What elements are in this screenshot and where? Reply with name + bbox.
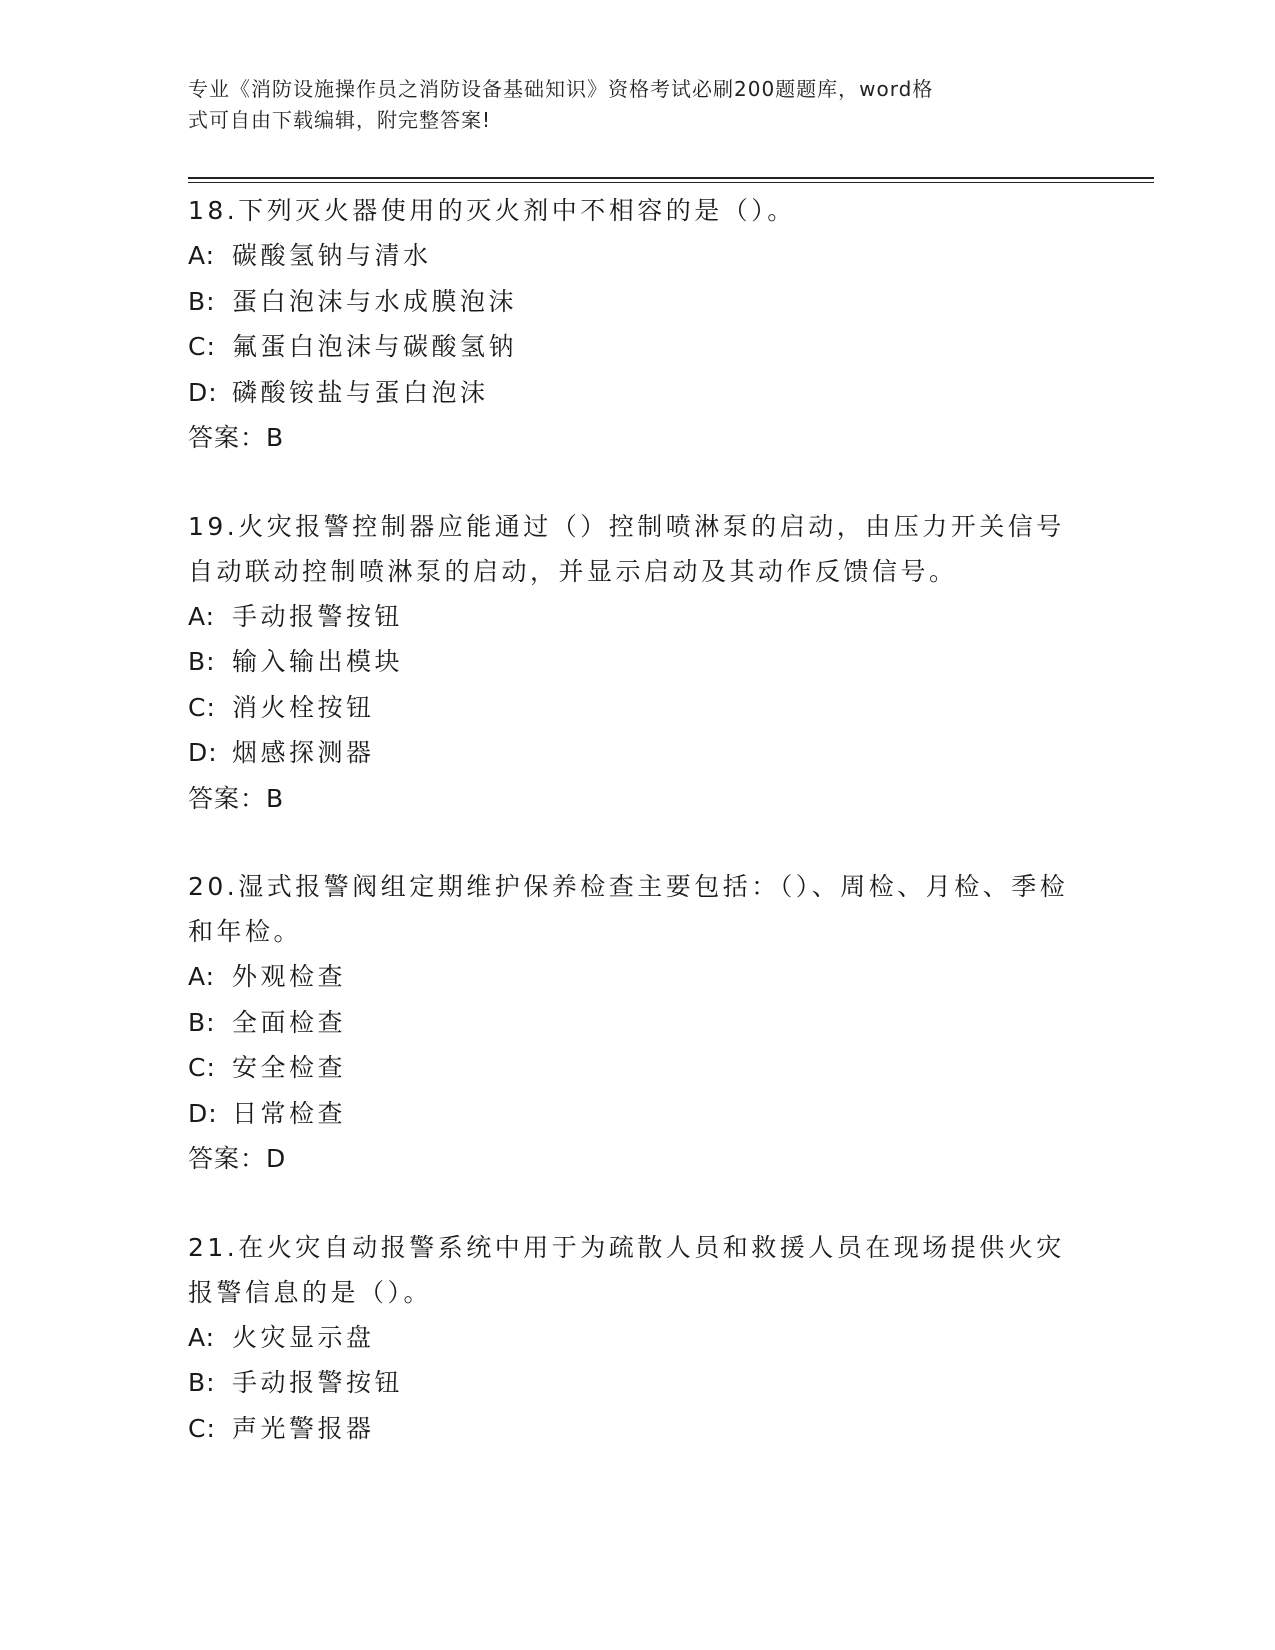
header-rule-thin [188,182,1154,183]
header-line-1: 专业《消防设施操作员之消防设备基础知识》资格考试必刷200题题库，word格 [188,77,934,101]
question-stem: 18.下列灭火器使用的灭火剂中不相容的是（）。 [188,196,796,225]
option-text: 输入输出模块 [232,647,404,676]
header-rule-thick [188,177,1154,179]
option-text: 烟感探测器 [232,738,375,767]
option-text: 日常检查 [232,1098,347,1128]
option-letter: A: [188,601,216,631]
option-b [188,279,1088,325]
option-text: 消火栓按钮 [232,692,375,722]
option-text: 声光警报器 [232,1413,375,1443]
question-spacer [188,821,1088,864]
option-text: 外观检查 [232,962,347,991]
question-stem: 21.在火灾自动报警系统中用于为疏散人员和救援人员在现场提供火灾报警信息的是（）。 [188,1232,1065,1307]
option-text: 氟蛋白泡沫与碳酸氢钠 [232,332,518,361]
option-text: 手动报警按钮 [232,601,404,631]
option-d [188,730,1088,776]
option-text: 火灾显示盘 [232,1322,375,1352]
question-list [188,188,1088,1451]
option-letter: D: [188,377,218,407]
question-18 [188,188,1088,461]
option-c [188,324,1088,370]
option-text: 碳酸氢钠与清水 [232,241,432,270]
option-c [188,1045,1088,1091]
option-b [188,1360,1088,1406]
option-letter: B: [188,286,216,316]
option-letter: C: [188,1053,216,1082]
option-letter: C: [188,1413,216,1443]
option-b [188,1000,1088,1046]
answer-line: 答案：D [188,1144,287,1173]
answer-line: 答案：B [188,783,285,813]
question-stem: 19.火灾报警控制器应能通过（）控制喷淋泵的启动，由压力开关信号自动联动控制喷淋泵的启动，并显示启动及其动作反馈信号。 [188,511,1065,586]
option-letter: A: [188,1322,216,1352]
option-letter: B: [188,647,216,676]
option-text: 磷酸铵盐与蛋白泡沫 [232,377,489,407]
option-text: 全面检查 [232,1007,347,1037]
option-a [188,1315,1088,1361]
option-text: 手动报警按钮 [232,1368,404,1397]
option-letter: A: [188,241,216,270]
question-stem: 20.湿式报警阀组定期维护保养检查主要包括：（）、周检、月检、季检和年检。 [188,872,1069,946]
option-a [188,594,1088,640]
question-21 [188,1225,1088,1452]
option-c [188,1406,1088,1452]
option-a [188,954,1088,1000]
option-d [188,370,1088,416]
question-19 [188,504,1088,822]
option-letter: D: [188,1098,218,1128]
question-spacer [188,1182,1088,1225]
option-letter: A: [188,962,216,991]
answer-line: 答案：B [188,423,285,452]
option-text: 蛋白泡沫与水成膜泡沫 [232,286,518,316]
header-line-2: 式可自由下载编辑，附完整答案! [188,108,492,132]
option-b [188,639,1088,685]
option-letter: B: [188,1007,216,1037]
option-letter: C: [188,332,216,361]
option-letter: B: [188,1368,216,1397]
document-header [188,74,1088,136]
option-a [188,233,1088,279]
question-spacer [188,461,1088,504]
question-20 [188,864,1088,1182]
option-letter: D: [188,738,218,767]
option-text: 安全检查 [232,1053,347,1082]
option-d [188,1091,1088,1137]
option-letter: C: [188,692,216,722]
option-c [188,685,1088,731]
